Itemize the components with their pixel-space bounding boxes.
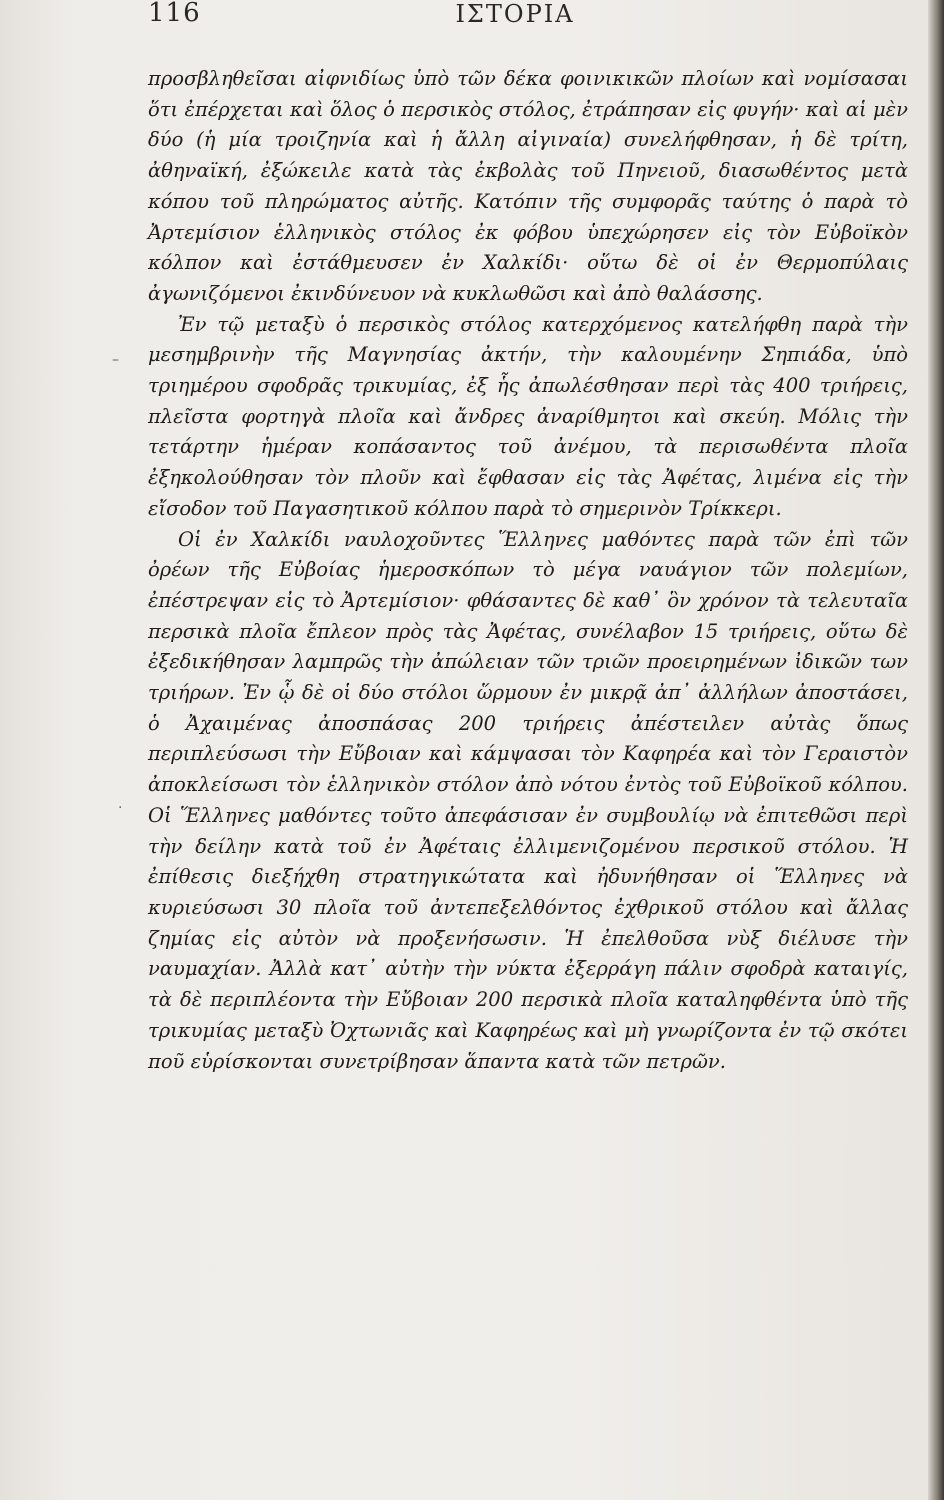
margin-dot-mark: · bbox=[118, 800, 123, 816]
running-title: ΙΣΤΟΡΙΑ bbox=[455, 0, 575, 28]
paragraph-2: Ἐν τῷ μεταξὺ ὁ περσικὸς στόλος κατερχόμενος κατελήφθη παρὰ τὴν μεσημβρινὴν τῆς Μαγνησίας ἀκτήν, τὴν καλουμένην Σηπιάδα, ὑπὸ τριημέρου σφοδρᾶς τρικυμίας, ἐξ ἧς ἀπωλέσθησαν περὶ τὰς 400 τριήρεις, πλεῖστα φορτηγὰ πλοῖα καὶ ἄνδρες ἀναρίθμητοι καὶ σκεύη. Μόλις τὴν τετάρτην ἡμέραν κοπάσαντος τοῦ ἀνέμου, τὰ περισωθέντα πλοῖα ἐξηκολούθησαν τὸν πλοῦν καὶ ἔφθασαν εἰς τὰς Ἀφέτας, λιμένα εἰς τὴν εἴσοδον τοῦ Παγασητικοῦ κόλπου παρὰ τὸ σημερινὸν Τρίκκερι. bbox=[148, 312, 908, 520]
page-edge-shadow bbox=[928, 0, 944, 1500]
paragraph-3: Οἱ ἐν Χαλκίδι ναυλοχοῦντες Ἕλληνες μαθόντες παρὰ τῶν ἐπὶ τῶν ὀρέων τῆς Εὐβοίας ἡμεροσκόπων τὸ μέγα ναυάγιον τῶν πολεμίων, ἐπέστρεψαν εἰς τὸ Ἀρτεμίσιον· φθάσαντες δὲ καθ᾽ ὃν χρόνον τὰ τελευταῖα περσικὰ πλοῖα ἔπλεον πρὸς τὰς Ἀφέτας, συνέλαβον 15 τριήρεις, οὕτω δὲ ἐξεδικήθησαν λαμπρῶς τὴν ἀπώλειαν τῶν τριῶν προειρημένων ἰδικῶν των τριήρων. Ἐν ᾧ δὲ οἱ δύο στόλοι ὥρμουν ἐν μικρᾷ ἀπ᾽ ἀλλήλων ἀποστάσει, ὁ Ἀχαιμένας ἀποσπάσας 200 τριήρεις ἀπέστειλεν αὐτὰς ὅπως περιπλεύσωσι τὴν Εὔβοιαν καὶ κάμψασαι τὸν Καφηρέα καὶ τὸν Γεραιστὸν ἀποκλείσωσι τὸν ἑλληνικὸν στόλον ἀπὸ νότου ἐντὸς τοῦ Εὐβοϊκοῦ κόλπου. Οἱ Ἕλληνες μαθόντες τοῦτο ἀπεφάσισαν ἐν συμβουλίῳ νὰ ἐπιτεθῶσι περὶ τὴν δείλην κατὰ τοῦ ἐν Ἀφέταις ἐλλιμενιζομένου περσικοῦ στόλου. Ἡ ἐπίθεσις διεξήχθη στρατηγικώτατα καὶ ἠδυνήθησαν οἱ Ἕλληνες νὰ κυριεύσωσι 30 πλοῖα τοῦ ἀντεπεξελθόντος ἐχθρικοῦ στόλου καὶ ἄλλας ζημίας εἰς αὐτὸν νὰ προξενήσωσιν. Ἡ ἐπελθοῦσα νὺξ διέλυσε τὴν ναυμαχίαν. Ἀλλὰ κατ᾽ αὐτὴν τὴν νύκτα ἐξερράγη πάλιν σφοδρὰ καταιγίς, τὰ δὲ περιπλέοντα τὴν Εὔβοιαν 200 περσικὰ πλοῖα καταληφθέντα ὑπὸ τῆς τρικυμίας μεταξὺ Ὀχτωνιᾶς καὶ Καφηρέως καὶ μὴ γνωρίζοντα ἐν τῷ σκότει ποῦ εὑρίσκονται συνετρίβησαν ἅπαντα κατὰ τῶν πετρῶν. bbox=[148, 527, 908, 1073]
page-number: 116 bbox=[148, 0, 201, 28]
body-text bbox=[148, 64, 908, 1077]
margin-dash-mark: – bbox=[112, 352, 119, 368]
paragraph-1: προσβληθεῖσαι αἰφνιδίως ὑπὸ τῶν δέκα φοινικικῶν πλοίων καὶ νομίσασαι ὅτι ἐπέρχεται καὶ ὅλος ὁ περσικὸς στόλος, ἐτράπησαν εἰς φυγήν· καὶ αἱ μὲν δύο (ἡ μία τροιζηνία καὶ ἡ ἄλλη αἰγιναία) συνελήφθησαν, ἡ δὲ τρίτη, ἀθηναϊκή, ἐξώκειλε κατὰ τὰς ἐκβολὰς τοῦ Πηνειοῦ, διασωθέντος μετὰ κόπου τοῦ πληρώματος αὐτῆς. Κατόπιν τῆς συμφορᾶς ταύτης ὁ παρὰ τὸ Ἀρτεμίσιον ἑλληνικὸς στόλος ἐκ φόβου ὑπεχώρησεν εἰς τὸν Εὐβοϊκὸν κόλπον καὶ ἐστάθμευσεν ἐν Χαλκίδι· οὕτω δὲ οἱ ἐν Θερμοπύλαις ἀγωνιζόμενοι ἐκινδύνευον νὰ κυκλωθῶσι καὶ ἀπὸ θαλάσσης. bbox=[148, 67, 908, 305]
